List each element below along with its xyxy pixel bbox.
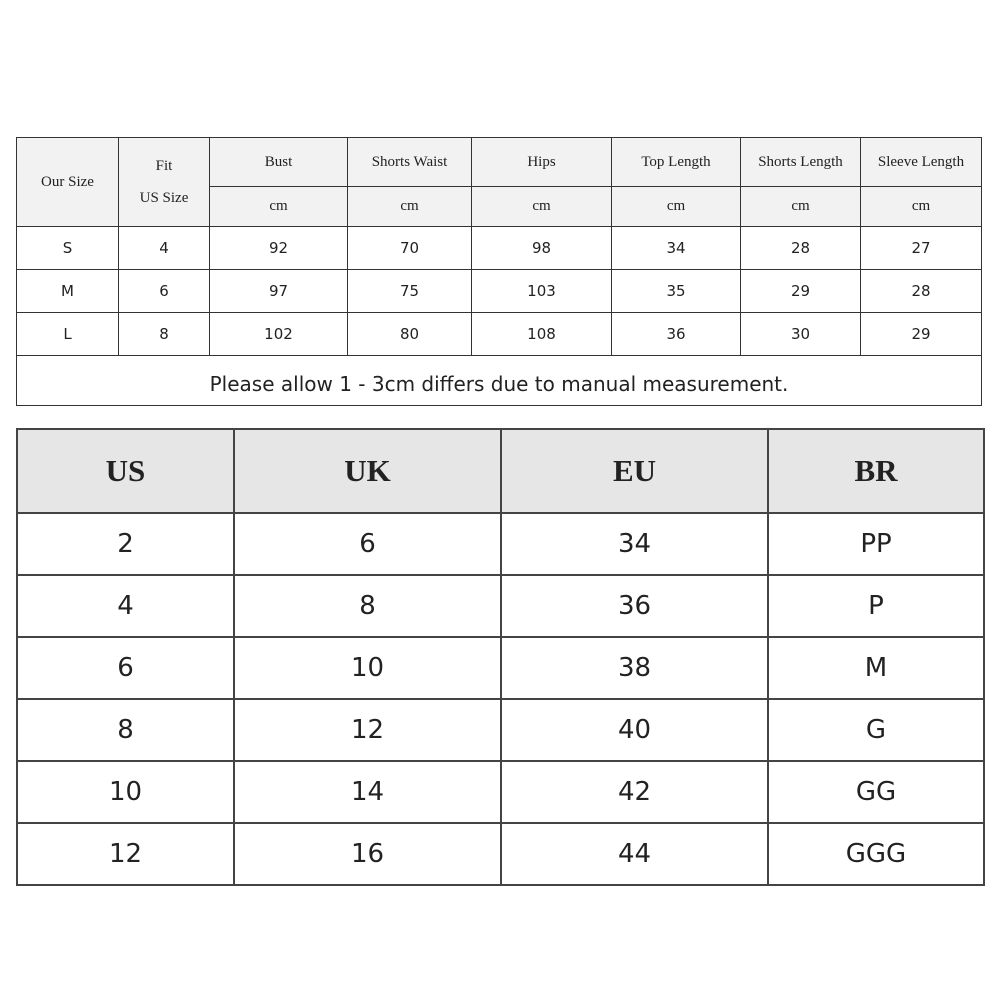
- measurement-table: [16, 137, 982, 406]
- table-row: [17, 313, 982, 356]
- cell-eu: 42: [501, 761, 768, 823]
- size-conversion-table: [16, 428, 985, 886]
- table-row: [17, 823, 984, 885]
- cell-top-length: 35: [612, 270, 741, 313]
- cell-us-size: 4: [119, 227, 210, 270]
- cell-uk: 16: [234, 823, 501, 885]
- measurement-note: Please allow 1 - 3cm differs due to manual measurement.: [17, 356, 982, 406]
- cell-sleeve-length: 28: [861, 270, 982, 313]
- cell-shorts-length: 30: [741, 313, 861, 356]
- unit-top-length: cm: [612, 187, 741, 227]
- conversion-header-row: [17, 429, 984, 513]
- cell-hips: 108: [472, 313, 612, 356]
- unit-hips: cm: [472, 187, 612, 227]
- unit-bust: cm: [210, 187, 348, 227]
- cell-shorts-length: 28: [741, 227, 861, 270]
- header-bust: Bust: [210, 138, 348, 187]
- cell-us-size: 6: [119, 270, 210, 313]
- header-uk: UK: [234, 429, 501, 513]
- cell-uk: 10: [234, 637, 501, 699]
- header-fit-us-size: [119, 138, 210, 227]
- cell-uk: 12: [234, 699, 501, 761]
- cell-uk: 14: [234, 761, 501, 823]
- header-our-size: Our Size: [17, 138, 119, 227]
- unit-shorts-length: cm: [741, 187, 861, 227]
- cell-hips: 103: [472, 270, 612, 313]
- cell-us: 10: [17, 761, 234, 823]
- cell-br: PP: [768, 513, 984, 575]
- cell-size: S: [17, 227, 119, 270]
- header-us-size-label: US Size: [139, 190, 189, 206]
- header-fit-label: Fit: [155, 158, 173, 174]
- cell-us: 4: [17, 575, 234, 637]
- unit-shorts-waist: cm: [348, 187, 472, 227]
- cell-bust: 92: [210, 227, 348, 270]
- unit-sleeve-length: cm: [861, 187, 982, 227]
- cell-br: GGG: [768, 823, 984, 885]
- header-br: BR: [768, 429, 984, 513]
- header-hips: Hips: [472, 138, 612, 187]
- cell-shorts-length: 29: [741, 270, 861, 313]
- cell-eu: 38: [501, 637, 768, 699]
- header-eu: EU: [501, 429, 768, 513]
- cell-uk: 8: [234, 575, 501, 637]
- cell-hips: 98: [472, 227, 612, 270]
- cell-bust: 102: [210, 313, 348, 356]
- table-row: [17, 761, 984, 823]
- header-sleeve-length: Sleeve Length: [861, 138, 982, 187]
- table-row: [17, 513, 984, 575]
- cell-shorts-waist: 75: [348, 270, 472, 313]
- cell-shorts-waist: 80: [348, 313, 472, 356]
- cell-uk: 6: [234, 513, 501, 575]
- cell-top-length: 34: [612, 227, 741, 270]
- cell-us-size: 8: [119, 313, 210, 356]
- cell-size: L: [17, 313, 119, 356]
- note-row: [17, 356, 982, 406]
- header-shorts-length: Shorts Length: [741, 138, 861, 187]
- cell-br: P: [768, 575, 984, 637]
- cell-top-length: 36: [612, 313, 741, 356]
- table-row: [17, 270, 982, 313]
- header-top-length: Top Length: [612, 138, 741, 187]
- cell-br: M: [768, 637, 984, 699]
- cell-us: 2: [17, 513, 234, 575]
- cell-eu: 36: [501, 575, 768, 637]
- table-row: [17, 227, 982, 270]
- cell-us: 8: [17, 699, 234, 761]
- cell-eu: 34: [501, 513, 768, 575]
- cell-sleeve-length: 29: [861, 313, 982, 356]
- cell-br: GG: [768, 761, 984, 823]
- cell-us: 12: [17, 823, 234, 885]
- cell-br: G: [768, 699, 984, 761]
- table-row: [17, 575, 984, 637]
- cell-sleeve-length: 27: [861, 227, 982, 270]
- table-row: [17, 699, 984, 761]
- cell-eu: 44: [501, 823, 768, 885]
- cell-size: M: [17, 270, 119, 313]
- header-us: US: [17, 429, 234, 513]
- header-shorts-waist: Shorts Waist: [348, 138, 472, 187]
- cell-eu: 40: [501, 699, 768, 761]
- header-row: [17, 138, 982, 187]
- cell-us: 6: [17, 637, 234, 699]
- table-row: [17, 637, 984, 699]
- cell-bust: 97: [210, 270, 348, 313]
- cell-shorts-waist: 70: [348, 227, 472, 270]
